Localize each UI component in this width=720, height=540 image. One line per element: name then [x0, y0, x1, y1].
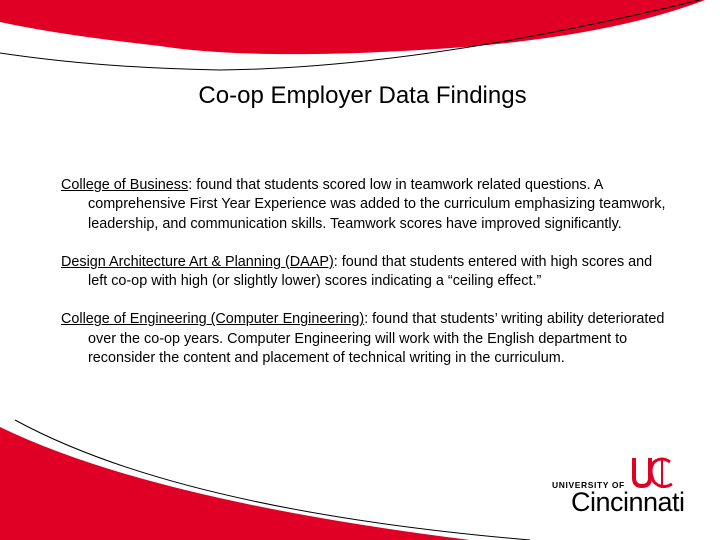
finding-text: : found that students’ writing ability deteriorated over the co-op years. Computer Engineering will work with the English department to reconsider the content and placement of technical writing in the curriculum. — [88, 311, 665, 367]
findings-list — [61, 176, 671, 387]
university-logo — [552, 456, 687, 516]
finding-heading: College of Business — [61, 177, 189, 193]
slide-title: Co-op Employer Data Findings — [198, 82, 527, 109]
top-red-swoosh — [0, 0, 705, 54]
finding-daap — [61, 253, 671, 292]
finding-heading: College of Engineering (Computer Engineering) — [61, 311, 365, 328]
finding-business — [61, 176, 671, 234]
finding-engineering — [61, 310, 671, 368]
finding-heading: Design Architecture Art & Planning (DAAP) — [61, 253, 334, 270]
bottom-red-swoosh — [0, 427, 470, 540]
logo-cincinnati: Cincinnati — [571, 487, 685, 517]
logo-university-of: UNIVERSITY OF — [552, 480, 625, 490]
finding-text: : found that students scored low in teamwork related questions. A comprehensive First Year Experience was added to the curriculum emphasizing teamwork, leadership, and communication skills. Teamwork scores have improved significantly. — [88, 177, 666, 232]
finding-text: : found that students entered with high scores and left co-op with high (or slightly lower) scores indicating a “ceiling effect.” — [88, 253, 653, 290]
